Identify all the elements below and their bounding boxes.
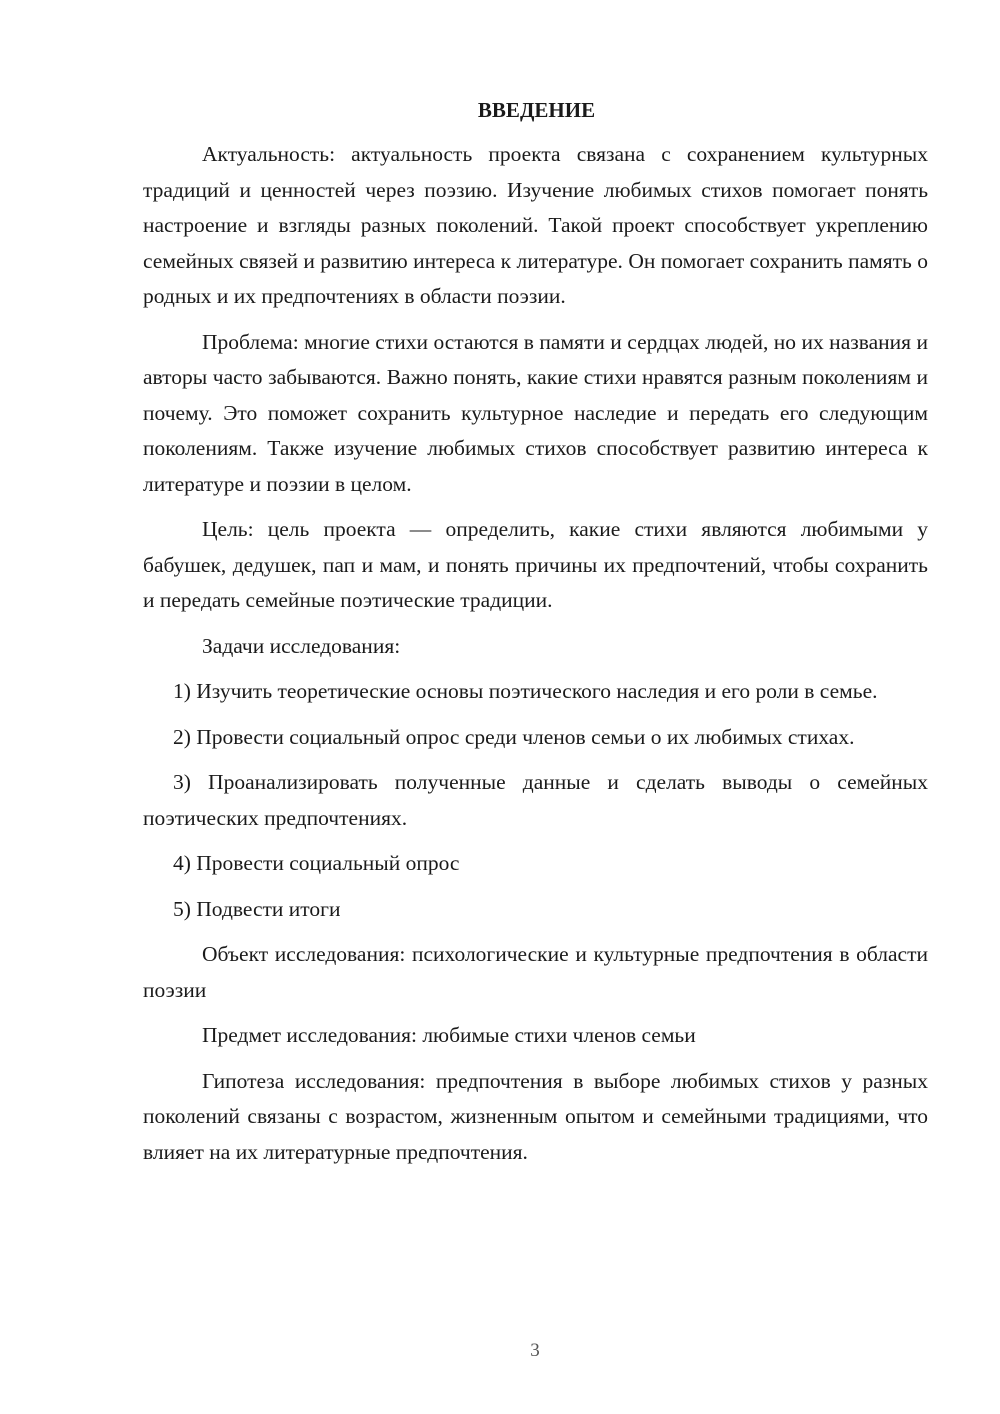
relevance-paragraph: Актуальность: актуальность проекта связана с сохранением культурных традиций и ценностей через поэзию. Изучение любимых стихов помогает понять настроение и взгляды разных поколений. Такой проект способствует укреплению семейных связей и развитию интереса к литературе. Он помогает сохранить память о родных и их предпочтениях в области поэзии. [143, 142, 928, 308]
task-item-4: 4) Провести социальный опрос [173, 851, 460, 875]
task-item-5: 5) Подвести итоги [173, 896, 341, 921]
task-item-3: 3) Проанализировать полученные данные и сделать выводы о семейных поэтических предпочтениях. [143, 770, 928, 830]
hypothesis-paragraph: Гипотеза исследования: предпочтения в выборе любимых стихов у разных поколений связаны с возрастом, жизненным опытом и семейными традициями, что влияет на их литературные предпочтения. [143, 1068, 928, 1164]
problem-paragraph: Проблема: многие стихи остаются в памяти и сердцах людей, но их названия и авторы часто забываются. Важно понять, какие стихи нравятся разным поколениям и почему. Это поможет сохранить культурное наследие и передать его следующим поколениям. Также изучение любимых стихов способствует развитию интереса к литературе и поэзии в целом. [143, 329, 928, 496]
goal-paragraph: Цель: цель проекта — определить, какие стихи являются любимыми у бабушек, дедушек, пап и мам, и понять причины их предпочтений, чтобы сохранить и передать семейные поэтические традиции. [143, 517, 928, 612]
subject-paragraph: Предмет исследования: любимые стихи членов семьи [202, 1023, 696, 1047]
page-content [143, 92, 928, 1180]
page-number: 3 [530, 1340, 540, 1361]
object-paragraph: Объект исследования: психологические и культурные предпочтения в области поэзии [143, 942, 928, 1002]
tasks-heading: Задачи исследования: [202, 633, 401, 658]
page-title: ВВЕДЕНИЕ [477, 98, 596, 122]
task-item-2: 2) Провести социальный опрос среди членов семьи о их любимых стихах. [173, 724, 855, 749]
task-item-1: 1) Изучить теоретические основы поэтического наследия и его роли в семье. [173, 679, 878, 703]
